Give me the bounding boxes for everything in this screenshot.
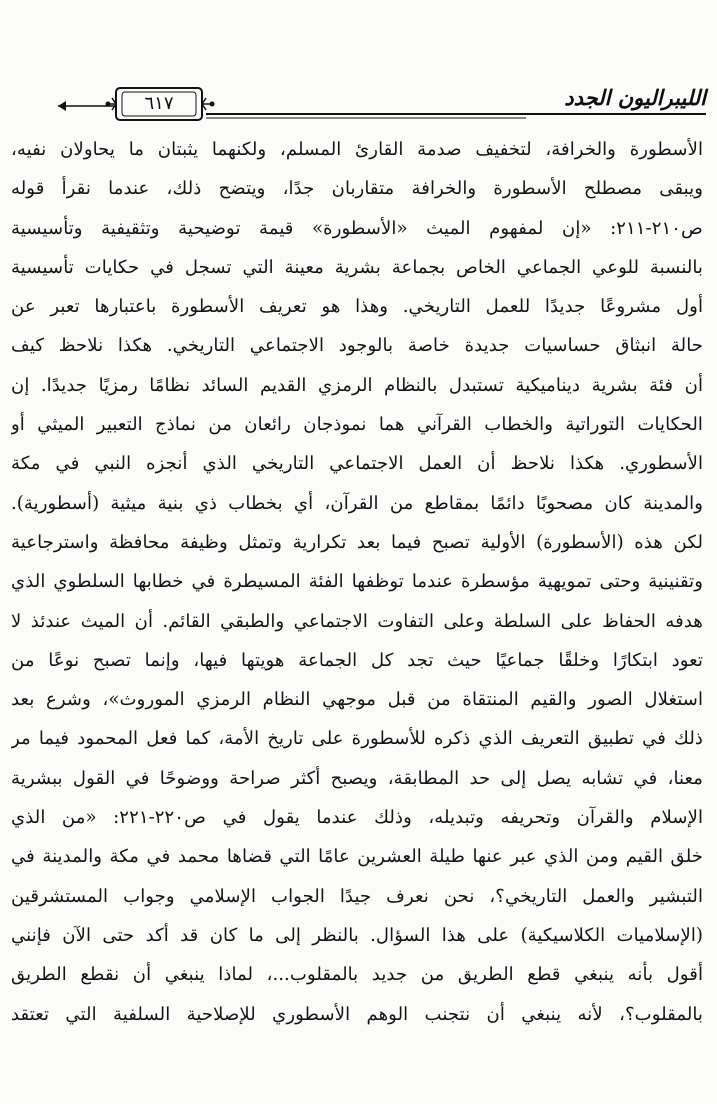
text-line: (الإسلاميات الكلاسيكية) على هذا السؤال. بالنظر إلى ما كان قد أكد حتى الآن فإنني	[11, 924, 703, 946]
text-line: التبشير والعمل التاريخي؟، نحن نعرف جيدًا الجواب الإسلامي وجواب المستشرقين	[11, 885, 703, 907]
text-line: الحكايات التوراتية والخطاب القرآني هما نموذجان رائعان من نماذج التعبير الميثي أو	[11, 414, 703, 436]
text-line: أن فئة بشرية ديناميكية تستبدل بالنظام الرمزي القديم السائد نظامًا رمزيًا جديدًا. إن	[11, 374, 703, 396]
text-line: معنا، في تشابه يصل إلى حد المطابقة، ويصبح أكثر صراحة ووضوحًا في القول ببشرية	[11, 767, 703, 789]
text-line: وتقنينية وحتى تمويهية مؤسطرة عندما توظفها الفئة المسيطرة في خطابها السلطوي الذي	[11, 571, 703, 593]
text-line: ذلك في تطبيق التعريف الذي ذكره للأسطورة على تاريخ الأمة، كما فعل المحمود فيما مر	[11, 728, 703, 750]
text-line: حالة انبثاق حساسيات جديدة خاصة بالوجود الاجتماعي التاريخي. هكذا نلاحظ كيف	[11, 335, 703, 357]
page-header	[56, 80, 706, 128]
text-line: الأسطورة والخرافة، لتخفيف صدمة القارئ المسلم، ولكنهما يثبتان ما يحاولان نفيه،	[11, 139, 703, 160]
page-number: ٦١٧	[144, 93, 174, 114]
text-line: لكن هذه (الأسطورة) الأولية تصبح فيما بعد تكرارية وتمثل وظيفة محافظة واسترجاعية	[11, 531, 703, 553]
text-line: ويبقى مصطلح الأسطورة والخرافة متقاربان جدًا، ويتضح ذلك، عندما نقرأ قوله	[11, 178, 703, 200]
text-line: الإسلام والقرآن وتحريفه وتبديله، وذلك عندما يقول في ص٢٢٠-٢٢١: «من الذي	[11, 807, 703, 829]
text-line: أقول بأنه ينبغي قطع الطريق من جديد بالمقلوب...، لماذا ينبغي أن نقطع الطريق	[11, 964, 703, 986]
text-line: بالمقلوب؟، لأنه ينبغي أن نتجنب الوهم الأسطوري للإصلاحية السلفية التي تعتقد	[11, 1003, 703, 1025]
text-line: الأسطوري. هكذا نلاحظ أن العمل الاجتماعي التاريخي الذي أنجزه النبي في مكة	[11, 453, 703, 475]
running-title: الليبراليون الجدد	[564, 86, 706, 110]
text-line: تعود ابتكارًا وخلقًا جماعيًا حيث تجد كل الجماعة هويتها فيها، وإنما تصبح نوعًا من	[11, 649, 703, 671]
text-line: استغلال الصور والقيم المنتقاة من قبل موجهي النظام الرمزي الموروث»، وشرع بعد	[11, 689, 703, 711]
text-line: أول مشروعًا جديدًا للعمل التاريخي. وهذا هو تعريف الأسطورة باعتبارها تعبر عن	[11, 296, 703, 318]
body-text	[11, 130, 703, 1034]
text-line: والمدينة كان مصحوبًا دائمًا بمقاطع من القرآن، أي بخطاب ذي بنية ميثية (أسطورية).	[11, 492, 703, 514]
text-line: بالنسبة للوعي الجماعي الخاص بجماعة بشرية معينة التي تسجل في حكايات تأسيسية	[11, 256, 703, 278]
text-line: خلق القيم ومن الذي عبر عنها طيلة العشرين عامًا التي قضاها محمد في مكة والمدينة في	[11, 846, 703, 868]
text-line: ص٢١٠-٢١١: «إن لمفهوم الميث «الأسطورة» قيمة توضيحية وتثقيفية وتأسيسية	[11, 217, 703, 239]
text-line: هدفه الحفاظ على السلطة وعلى التفاوت الاجتماعي والطبقي القائم. أن الميث عندئذ لا	[11, 610, 703, 632]
